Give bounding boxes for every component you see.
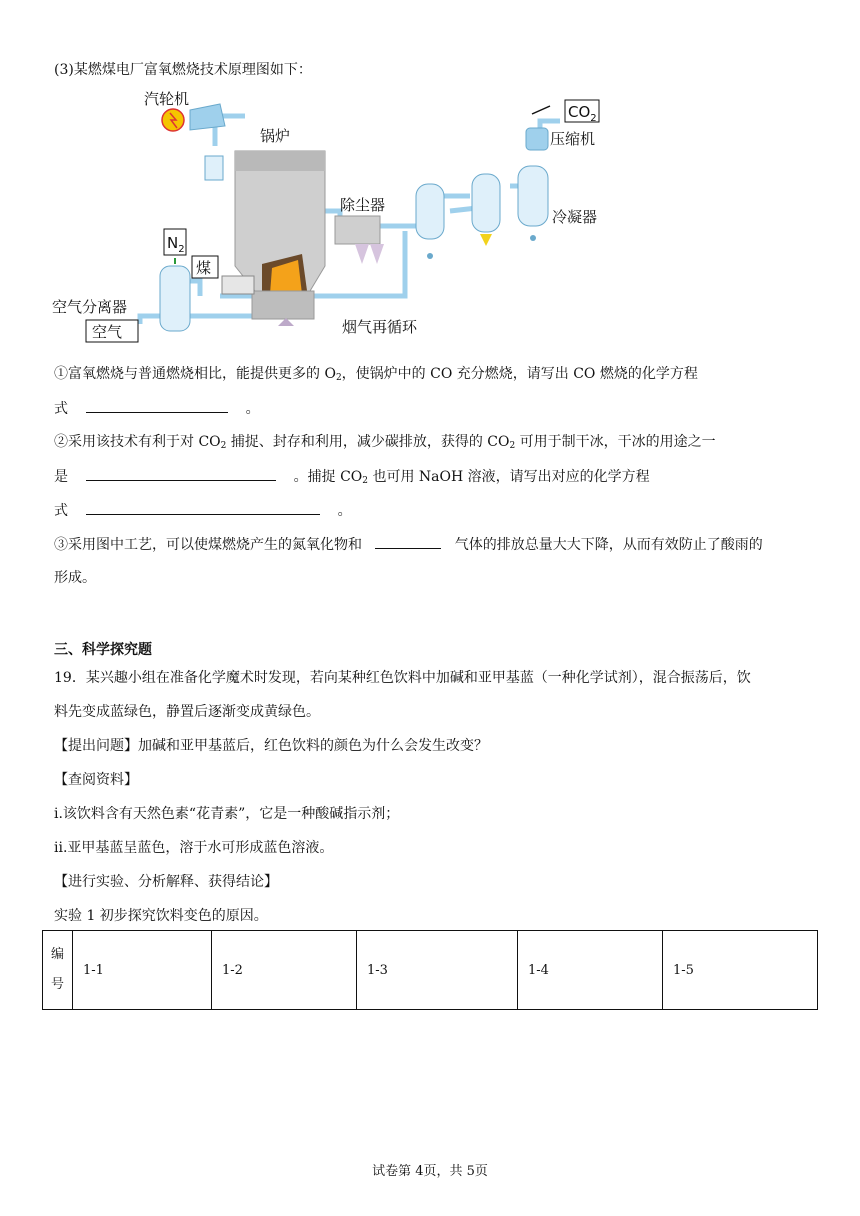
answer-blank-4[interactable] bbox=[375, 534, 441, 549]
q3-p2-answer-line-2: 式 。 bbox=[54, 500, 352, 521]
compressor bbox=[526, 128, 548, 150]
label-air: 空气 bbox=[92, 323, 123, 341]
co2-arrow-icon bbox=[532, 106, 550, 114]
table-cell: 1-3 bbox=[357, 931, 518, 1010]
q3-intro: (3)某燃煤电厂富氧燃烧技术原理图如下： bbox=[54, 62, 312, 78]
q3-p2-answer-line: 是 。捕捉 $CO_2$ 也可用 NaOH 溶液，请写出对应的化学方程 bbox=[54, 466, 650, 491]
answer-blank-2[interactable] bbox=[86, 466, 276, 481]
reference-ii: ii.亚甲基蓝呈蓝色，溶于水可形成蓝色溶液。 bbox=[54, 840, 334, 856]
section-title: 三、科学探究题 bbox=[54, 642, 152, 658]
label-air-separator: 空气分离器 bbox=[52, 298, 128, 316]
q3-p1-line: ①富氧燃烧与普通燃烧相比，能提供更多的 $O_2$，使锅炉中的 CO 充分燃烧，请写出 CO 燃烧的化学方程 bbox=[54, 366, 698, 383]
table-row bbox=[43, 931, 818, 1010]
label-dust: 除尘器 bbox=[340, 196, 386, 214]
q3-p2-line: ②采用该技术有利于对 $CO_2$ 捕捉、封存和利用，减少碳排放，获得的 $CO_2$ 可用于制干冰，干冰的用途之一 bbox=[54, 434, 716, 451]
page-footer: 试卷第 4页，共 5页 bbox=[372, 1164, 488, 1179]
q3-p3-line: ③采用图中工艺，可以使煤燃烧产生的氮氧化物和 气体的排放总量大大下降，从而有效防止了酸雨的 bbox=[54, 534, 763, 555]
table-header-cell: 编号 bbox=[43, 931, 73, 1010]
oxy-fuel-diagram bbox=[40, 86, 660, 346]
boiler bbox=[235, 151, 325, 326]
table-cell: 1-4 bbox=[518, 931, 663, 1010]
condenser-tanks bbox=[416, 166, 548, 259]
table-cell: 1-2 bbox=[212, 931, 357, 1010]
ask-question: 【提出问题】加碱和亚甲基蓝后，红色饮料的颜色为什么会发生改变？ bbox=[54, 738, 488, 754]
experiment-heading: 【进行实验、分析解释、获得结论】 bbox=[54, 874, 278, 890]
experiment-table bbox=[42, 930, 818, 1010]
label-boiler: 锅炉 bbox=[260, 127, 291, 145]
table-cell: 1-5 bbox=[663, 931, 818, 1010]
reference-heading: 【查阅资料】 bbox=[54, 772, 138, 788]
answer-blank-1[interactable] bbox=[86, 398, 228, 413]
experiment-1-intro: 实验 1 初步探究饮料变色的原因。 bbox=[54, 908, 268, 924]
q19-line-2: 料先变成蓝绿色，静置后逐渐变成黄绿色。 bbox=[54, 704, 320, 720]
air-separator bbox=[160, 266, 190, 331]
q19-line-1: 19．某兴趣小组在准备化学魔术时发现，若向某种红色饮料中加碱和亚甲基蓝（一种化学试剂），混合振荡后，饮 bbox=[54, 670, 751, 686]
q3-p1-answer-line: 式 。 bbox=[54, 398, 260, 419]
label-compressor: 压缩机 bbox=[550, 130, 596, 148]
label-condenser: 冷凝器 bbox=[552, 208, 598, 226]
label-n2: $N_2$ bbox=[167, 234, 185, 255]
answer-blank-3[interactable] bbox=[86, 500, 320, 515]
coal-feeder bbox=[222, 276, 254, 294]
label-recycle: 烟气再循环 bbox=[342, 318, 418, 336]
label-co2: $CO_2$ bbox=[568, 103, 597, 124]
table-cell: 1-1 bbox=[73, 931, 212, 1010]
q3-p3-line-2: 形成。 bbox=[54, 570, 96, 586]
label-coal: 煤 bbox=[196, 259, 212, 277]
dust-collector bbox=[335, 216, 384, 264]
reference-i: i.该饮料含有天然色素“花青素”，它是一种酸碱指示剂； bbox=[54, 806, 400, 822]
label-turbine: 汽轮机 bbox=[144, 90, 190, 108]
